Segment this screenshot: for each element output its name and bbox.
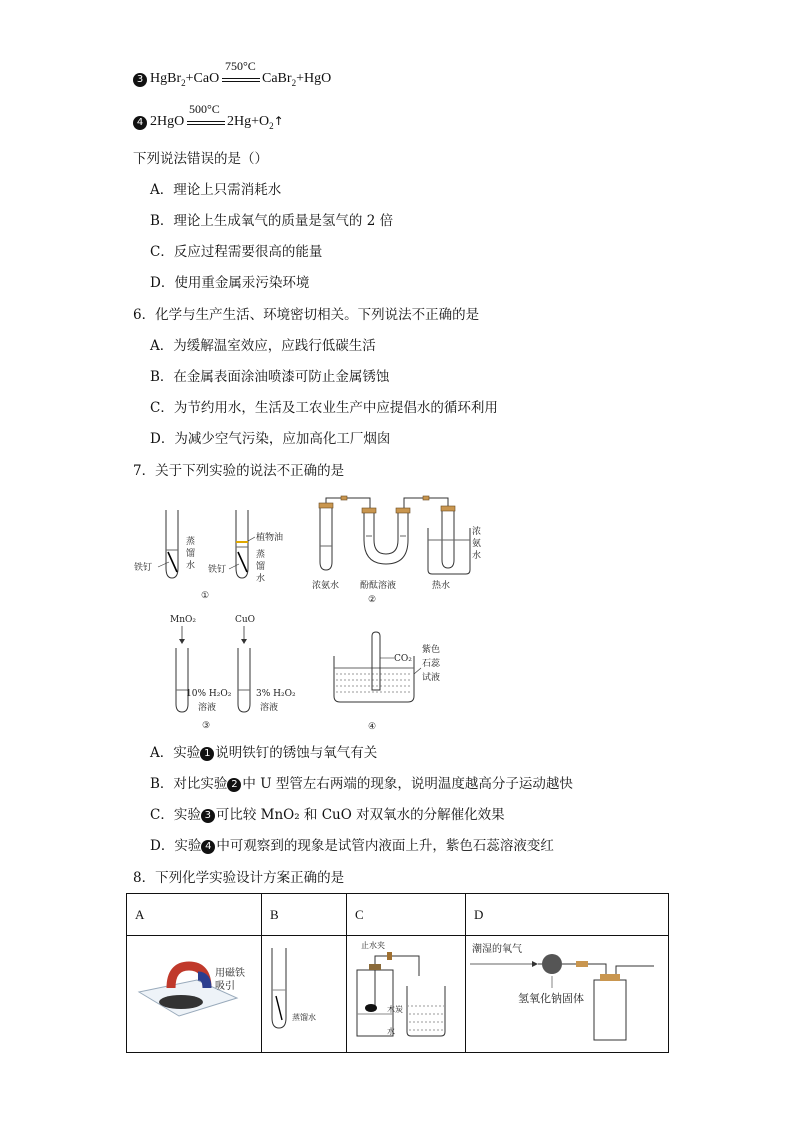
label-clamp: 止水夹	[361, 941, 385, 950]
iron-nail-2	[238, 552, 247, 572]
charcoal-figure	[347, 936, 457, 1048]
label-cuo: CuO	[235, 615, 256, 625]
iron-nail-1	[168, 552, 177, 572]
label-h2o2-10: 10% H₂O₂	[186, 689, 232, 699]
header-d: D	[466, 894, 669, 936]
q7-option-b	[150, 775, 573, 793]
equation-left	[150, 114, 184, 130]
equals-bar	[187, 121, 225, 125]
label-conc-ammonia: 浓氨水	[312, 581, 340, 591]
label-mno2: MnO₂	[170, 615, 196, 625]
table-image-row	[127, 936, 669, 1053]
option-text: 可比较 MnO₂ 和 CuO 对双氧水的分解催化效果	[215, 807, 505, 823]
label-naoh: 氢氧化钠固体	[518, 992, 584, 1005]
circled-number: 4	[201, 840, 215, 854]
equation-right	[262, 71, 331, 88]
label-veg-oil: 植物油	[256, 533, 284, 543]
figure-experiment-3	[160, 612, 310, 734]
circled-number: 2	[227, 778, 241, 792]
subscript: 2	[269, 120, 274, 131]
equation-product: CaBr	[262, 71, 292, 86]
q7-option-d	[150, 837, 554, 855]
q6-option-a: A．为缓解温室效应，应践行低碳生活	[150, 338, 376, 354]
circled-number: 1	[200, 747, 214, 761]
cell-c	[347, 936, 466, 1053]
label-magnet: 用磁铁吸引	[215, 968, 245, 992]
label-solution-2: 溶液	[260, 703, 279, 713]
figure-number-2: ②	[368, 595, 377, 605]
circled-number: 4	[133, 116, 147, 130]
label-conc-ammonia-2: 浓氨水	[472, 527, 482, 561]
equation-3	[133, 59, 393, 95]
table-header-row	[127, 894, 669, 936]
test-tube-figure	[262, 936, 338, 1048]
q5-option-a: A．理论上只需消耗水	[150, 182, 282, 198]
label-solution: 溶液	[198, 703, 217, 713]
option-prefix: C．实验	[150, 807, 201, 823]
subscript: 2	[291, 77, 297, 88]
label-phenolphthalein: 酚酞溶液	[360, 581, 397, 591]
q8-options-table	[126, 893, 669, 1053]
cell-a	[127, 936, 262, 1053]
label-water: 水	[387, 1027, 395, 1036]
magnet-figure	[127, 936, 253, 1048]
figure-experiment-1	[130, 500, 300, 605]
q5-stem: 下列说法错误的是（）	[133, 151, 268, 167]
label-h2o2-3: 3% H₂O₂	[256, 689, 296, 699]
q7-option-c	[150, 806, 505, 824]
option-text: 中可观察到的现象是试管内液面上升，紫色石蕊溶液变红	[216, 838, 554, 854]
label-distilled: 蒸馏水	[292, 1013, 316, 1022]
q6-option-b: B．在金属表面涂油喷漆可防止金属锈蚀	[150, 369, 390, 385]
label-charcoal: 木炭	[387, 1005, 403, 1014]
label-distilled-water: 蒸馏水	[186, 537, 196, 571]
label-iron-nail: 铁钉	[134, 563, 153, 573]
test-tube-2	[236, 510, 248, 578]
q5-option-b: B．理论上生成氧气的质量是氢气的 2 倍	[150, 213, 394, 229]
equals-bar	[222, 78, 260, 82]
figure-number-3: ③	[202, 721, 211, 731]
q5-option-d: D．使用重金属汞污染环境	[150, 275, 310, 291]
figure-experiment-4	[326, 630, 466, 735]
label-distilled-water-2: 蒸馏水	[256, 550, 266, 584]
q6-stem: 6．化学与生产生活、环境密切相关。下列说法不正确的是	[133, 307, 480, 323]
label-hot-water: 热水	[432, 581, 451, 591]
header-c: C	[347, 894, 466, 936]
q8-stem: 8．下列化学实验设计方案正确的是	[133, 870, 345, 886]
test-tube-1	[166, 510, 178, 578]
q7-option-a	[150, 744, 377, 762]
test-tube-cuo	[238, 648, 250, 712]
option-prefix: B．对比实验	[150, 776, 228, 792]
right-test-tube	[442, 510, 454, 568]
label-iron-nail-2: 铁钉	[208, 565, 227, 575]
reaction-condition: 500°C	[189, 102, 220, 116]
subscript: 2	[181, 77, 186, 88]
label-litmus: 紫色石蕊试液	[422, 645, 441, 683]
q6-option-c: C．为节约用水，生活及工农业生产中应提倡水的循环利用	[150, 400, 498, 416]
equation-product: 2Hg+O	[227, 114, 270, 129]
reaction-condition: 750°C	[225, 59, 256, 73]
equation-right	[227, 114, 284, 131]
equation-4	[133, 102, 393, 138]
beaker	[428, 528, 470, 574]
option-text: 说明铁钉的锈蚀与氧气有关	[215, 745, 378, 761]
figure-experiment-2	[308, 488, 488, 608]
equation-reactant: HgBr	[150, 71, 182, 86]
circled-number: 3	[201, 809, 215, 823]
label-co2: CO₂	[394, 654, 412, 664]
drying-tube-figure	[466, 936, 666, 1048]
left-test-tube	[320, 506, 332, 570]
test-tube-mno2	[176, 648, 188, 712]
q7-stem: 7．关于下列实验的说法不正确的是	[133, 463, 345, 479]
label-wet-o2: 潮湿的氧气	[472, 944, 522, 955]
figure-number-4: ④	[368, 722, 377, 732]
u-tube	[364, 512, 408, 564]
cell-d	[466, 936, 669, 1053]
q6-option-d: D．为减少空气污染，应加高化工厂烟囱	[150, 431, 391, 447]
equation-left	[150, 71, 219, 88]
option-prefix: A．实验	[150, 745, 201, 761]
q5-option-c: C．反应过程需要很高的能量	[150, 244, 323, 260]
figure-number-1: ①	[201, 591, 210, 601]
equation-reactant: 2HgO	[150, 114, 185, 129]
equation-product-rest: +HgO	[296, 71, 332, 86]
cell-b	[262, 936, 347, 1053]
gas-arrow: ↑	[273, 114, 284, 128]
inverted-test-tube	[372, 632, 380, 690]
circled-number: 3	[133, 73, 147, 87]
equation-reactant-rest: +CaO	[185, 71, 220, 86]
header-b: B	[262, 894, 347, 936]
option-prefix: D．实验	[150, 838, 202, 854]
header-a: A	[127, 894, 262, 936]
option-text: 中 U 型管左右两端的现象，说明温度越高分子运动越快	[242, 776, 573, 792]
